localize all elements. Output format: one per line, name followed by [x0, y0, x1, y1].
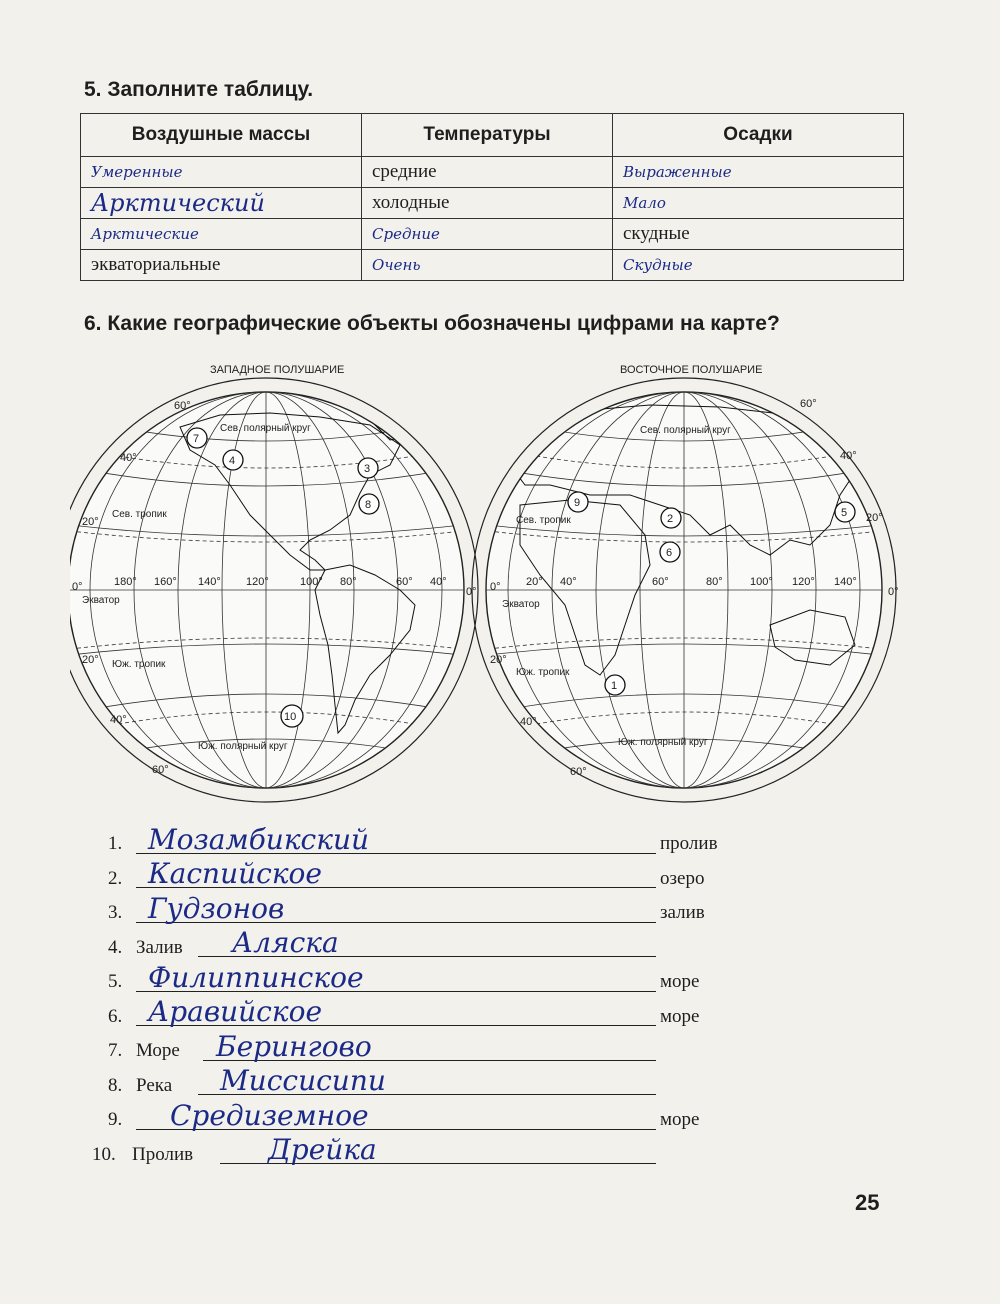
cell-temp: [362, 219, 613, 250]
cell-precip: [613, 157, 904, 188]
svg-text:2: 2: [667, 513, 674, 525]
arctic-circle-label-e: Сев. полярный круг: [640, 425, 731, 436]
marker-2: [661, 508, 681, 528]
answer-row: [108, 1029, 748, 1067]
tropic-north-label-w: Сев. тропик: [112, 509, 167, 520]
answers-list: [92, 822, 748, 1170]
marker-10: [281, 705, 303, 727]
answer-suffix: море: [660, 1109, 700, 1130]
answer-number: 9.: [108, 1109, 123, 1130]
lon-label: 40°: [430, 576, 447, 588]
answer-number: 10.: [92, 1143, 116, 1165]
handwritten-answer: Очень: [372, 256, 421, 274]
east-hemisphere-title: ВОСТОЧНОЕ ПОЛУШАРИЕ: [620, 364, 763, 376]
handwritten-answer: Миссисипи: [220, 1064, 386, 1097]
handwritten-answer: Аляска: [232, 926, 339, 959]
answer-row: [108, 960, 748, 998]
answer-prefix: Залив: [136, 936, 183, 958]
handwritten-answer: Умеренные: [91, 163, 183, 181]
svg-text:4: 4: [229, 455, 236, 467]
handwritten-answer: Дрейка: [268, 1133, 377, 1166]
answer-number: 3.: [108, 902, 123, 923]
equator-label-e: Экватор: [502, 599, 540, 610]
lat-label: 20°: [82, 516, 99, 528]
lon-label: 60°: [652, 576, 669, 588]
answer-row: [108, 857, 748, 895]
tropic-south-label-w: Юж. тропик: [112, 659, 166, 670]
lat-label: 60°: [174, 400, 191, 412]
header-precipitation: Осадки: [613, 114, 904, 157]
handwritten-answer: Средние: [372, 225, 440, 243]
answer-number: 8.: [108, 1074, 123, 1096]
answer-number: 5.: [108, 971, 123, 992]
answer-number: 7.: [108, 1040, 123, 1061]
answer-suffix: пролив: [660, 833, 718, 854]
task5-title: 5. Заполните таблицу.: [84, 78, 314, 101]
svg-text:10: 10: [284, 711, 297, 723]
answer-suffix: залив: [660, 902, 705, 923]
zero-label: 0°: [888, 586, 899, 598]
lat-label: 60°: [800, 398, 817, 410]
svg-text:7: 7: [193, 433, 200, 445]
answer-number: 2.: [108, 867, 123, 889]
lon-label: 120°: [792, 576, 815, 588]
equator-label-w: Экватор: [82, 595, 120, 606]
marker-8: [359, 494, 379, 514]
handwritten-answer: Арктические: [91, 225, 199, 243]
marker-3: [358, 458, 378, 478]
lat-label: 40°: [110, 714, 127, 726]
handwritten-answer: Мало: [623, 194, 666, 212]
lat-label: 20°: [82, 654, 99, 666]
cell-precip: скудные: [613, 219, 904, 250]
page-number: 25: [855, 1190, 880, 1215]
lon-label: 20°: [526, 576, 543, 588]
header-air-masses: Воздушные массы: [81, 114, 362, 157]
lon-label: 40°: [560, 576, 577, 588]
handwritten-answer: Средиземное: [170, 1098, 369, 1132]
table-row: [81, 157, 904, 188]
table-row: [81, 188, 904, 219]
antarctic-circle-label-e: Юж. полярный круг: [618, 737, 708, 748]
answer-suffix: озеро: [660, 867, 705, 889]
lon-label: 80°: [706, 576, 723, 588]
svg-text:3: 3: [364, 463, 371, 475]
handwritten-answer: Филиппинское: [148, 960, 364, 994]
tropic-north-label-e: Сев. тропик: [516, 515, 571, 526]
lat-label: 20°: [490, 654, 507, 666]
lat-label: 40°: [120, 452, 137, 464]
lon-label: 100°: [750, 576, 773, 588]
lon-label: 140°: [834, 576, 857, 588]
cell-temp: холодные: [362, 188, 613, 219]
svg-text:6: 6: [666, 547, 673, 559]
answer-suffix: море: [660, 971, 700, 992]
answer-row: [108, 926, 748, 964]
answer-number: 4.: [108, 936, 123, 958]
eastern-hemisphere: [472, 364, 899, 802]
lat-label: 60°: [570, 766, 587, 778]
answer-row: [92, 1133, 748, 1171]
answer-number: 1.: [108, 833, 123, 854]
west-hemisphere-title: ЗАПАДНОЕ ПОЛУШАРИЕ: [210, 364, 345, 376]
air-masses-table: [80, 113, 904, 281]
tropic-south-label-e: Юж. тропик: [516, 667, 570, 678]
lon-label: 180°: [114, 576, 137, 588]
handwritten-answer: Аравийское: [148, 995, 323, 1028]
handwritten-answer: Гудзонов: [148, 891, 285, 925]
arctic-circle-label-w: Сев. полярный круг: [220, 423, 311, 434]
marker-5: [835, 502, 855, 522]
answer-row: [108, 822, 748, 860]
cell-precip: [613, 188, 904, 219]
answer-prefix: Море: [136, 1040, 180, 1061]
cell-mass: экваториальные: [81, 250, 362, 281]
marker-4: [223, 450, 243, 470]
table-row: [81, 250, 904, 281]
cell-temp: средние: [362, 157, 613, 188]
lat-label: 20°: [866, 512, 883, 524]
answer-suffix: море: [660, 1005, 700, 1027]
header-temperatures: Температуры: [362, 114, 613, 157]
cell-mass: [81, 219, 362, 250]
cell-mass: [81, 157, 362, 188]
answer-row: [108, 891, 748, 929]
answer-prefix: Река: [136, 1074, 173, 1096]
svg-text:5: 5: [841, 507, 848, 519]
antarctic-circle-label-w: Юж. полярный круг: [198, 741, 288, 752]
answer-row: [108, 1098, 748, 1136]
lat-label: 60°: [152, 764, 169, 776]
lon-label: 80°: [340, 576, 357, 588]
svg-text:9: 9: [574, 497, 581, 509]
cell-precip: [613, 250, 904, 281]
handwritten-answer: Берингово: [216, 1029, 372, 1063]
handwritten-answer: Арктический: [91, 189, 265, 217]
svg-text:1: 1: [611, 680, 618, 692]
lon-label: 140°: [198, 576, 221, 588]
marker-1: [605, 675, 625, 695]
handwritten-answer: Каспийское: [148, 857, 322, 890]
lat-label: 40°: [840, 450, 857, 462]
marker-9: [568, 492, 588, 512]
handwritten-answer: Мозамбикский: [148, 822, 370, 856]
table-header-row: [81, 114, 904, 157]
answer-row: [108, 1064, 748, 1102]
zero-label: 0°: [72, 581, 83, 593]
handwritten-answer: Скудные: [623, 256, 693, 274]
task6-title: 6. Какие географические объекты обозначены цифрами на карте?: [84, 312, 780, 335]
cell-mass: [81, 188, 362, 219]
lon-label: 120°: [246, 576, 269, 588]
western-hemisphere: [70, 364, 478, 802]
marker-7: [187, 428, 207, 448]
lat-label: 40°: [520, 716, 537, 728]
answer-number: 6.: [108, 1005, 123, 1027]
svg-text:8: 8: [365, 499, 372, 511]
cell-temp: [362, 250, 613, 281]
answer-row: [108, 995, 748, 1033]
lon-label: 160°: [154, 576, 177, 588]
lon-label: 100°: [300, 576, 323, 588]
marker-6: [660, 542, 680, 562]
zero-label: 0°: [466, 586, 477, 598]
lon-label: 60°: [396, 576, 413, 588]
zero-label: 0°: [490, 581, 501, 593]
table-row: [81, 219, 904, 250]
hemispheres-map: [70, 355, 930, 815]
handwritten-answer: Выраженные: [623, 163, 732, 181]
answer-prefix: Пролив: [132, 1143, 194, 1165]
